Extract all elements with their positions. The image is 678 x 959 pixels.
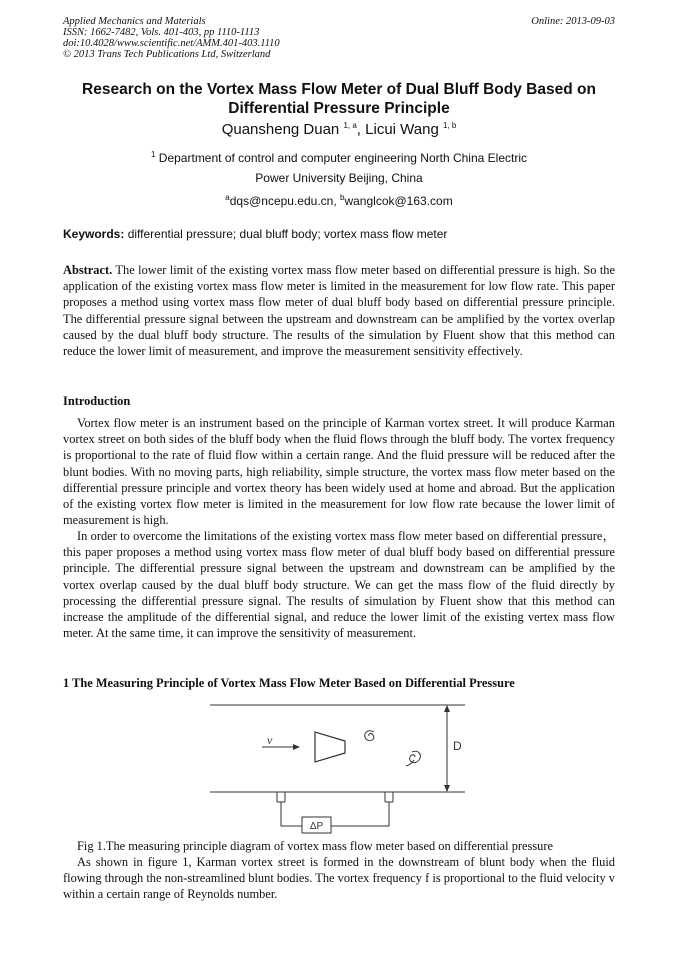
vortex-1 [365, 731, 374, 741]
affiliation-line-1 [40, 150, 638, 165]
dp-label: ΔP [309, 821, 324, 832]
figure-1-caption: Fig 1.The measuring principle diagram of vortex mass flow meter based on differential pressure [77, 839, 553, 853]
intro-heading: Introduction [63, 394, 131, 408]
figure-1-diagram [200, 697, 490, 837]
copyright: © 2013 Trans Tech Publications Ltd, Switzerland [63, 49, 271, 60]
affiliation-text: Department of control and computer engineering North China Electric [158, 151, 527, 165]
abstract-label: Abstract. [63, 263, 113, 277]
doi: doi:10.4028/www.scientific.net/AMM.401-403.1110 [63, 38, 280, 49]
section-1-heading: 1 The Measuring Principle of Vortex Mass Flow Meter Based on Differential Pressure [63, 676, 515, 690]
affiliation-line-2: Power University Beijing, China [255, 171, 423, 185]
keywords-text: differential pressure; dual bluff body; vortex mass flow meter [124, 227, 448, 241]
upstream-pressure-line [281, 802, 302, 826]
online-date: Online: 2013-09-03 [531, 16, 615, 27]
author-1: Quansheng Duan [221, 121, 340, 138]
abstract [63, 262, 615, 359]
author-2: Licui Wang [365, 121, 439, 138]
velocity-label: v [267, 733, 273, 747]
author-2-sup: 1, b [442, 121, 457, 130]
email-b-sup: b [340, 193, 345, 202]
keywords [63, 227, 623, 241]
affiliation-number: 1 [151, 150, 156, 159]
emails [40, 193, 638, 208]
author-separator: , [356, 121, 366, 138]
issn: ISSN: 1662-7482, Vols. 401-403, pp 1110-1113 [63, 27, 260, 38]
diameter-arrow-bottom [444, 785, 450, 792]
bluff-body [315, 732, 345, 762]
author-1-sup: 1, a [343, 121, 357, 130]
diameter-arrow-top [444, 705, 450, 712]
page-header [63, 16, 615, 60]
flow-arrow-head [293, 744, 300, 750]
title-line-1: Research on the Vortex Mass Flow Meter of Dual Bluff Body Based on [82, 81, 596, 98]
downstream-pressure-line [331, 802, 389, 826]
after-figure-paragraph: As shown in figure 1, Karman vortex street is formed in the downstream of blunt body when the fluid flowing through the non-streamlined blunt bodies. The vortex frequency f is proportional to the fluid velocity v within a certain range of Reynolds number. [63, 855, 615, 902]
vortex-2 [410, 751, 421, 762]
keywords-label: Keywords: [63, 227, 125, 241]
intro-paragraph-2: In order to overcome the limitations of the existing vortex mass flow meter based on differential pressure，this paper proposes a method using vortex mass flow meter of dual bluff body based on differential pressure principle. The differential pressure signal between the upstream and downstream can be amplified by the vortex overlap caused by the dual bluff body structure. We can get the mass flow of the fluid directly by processing the differential pressure signal. The results of simulation by Fluent show that this method can increase the amplitude of the differential signal, and reduce the lower limit of the existing vertex mass flow meter. At the same time, it can improve the sensitivity of measurement. [63, 529, 615, 641]
journal-name: Applied Mechanics and Materials [63, 16, 206, 27]
diameter-label: D [453, 739, 462, 753]
intro-paragraph-1: Vortex flow meter is an instrument based on the principle of Karman vortex street. It will produce Karman vortex street on both sides of the bluff body when the fluid flows through the bluff body. The vortex frequency is proportional to the rate of fluid flow within a certain range. And the fluid pressure will be reduced after the blunt bodies. With no moving parts, high reliability, simple structure, the vortex mass flow meter based on the differential pressure principle and vortex theory has been widely used at home and abroad. But the application of the existing vortex flow meter is limited in the measurement for low flow rate because the lower limit of measurement is high. [63, 416, 615, 528]
email-a-sup: a [225, 193, 230, 202]
email-1: dqs@ncepu.edu.cn, [229, 194, 341, 208]
email-2: wanglcok@163.com [344, 194, 453, 208]
authors [40, 121, 638, 138]
title-line-2: Differential Pressure Principle [228, 100, 450, 117]
abstract-text: The lower limit of the existing vortex mass flow meter based on differential pressure is high. So the application of the existing vortex mass flow meter is limited in the measurement for low flow rate. This paper proposes a method using vortex mass flow meter of dual bluff body based on differential pressure principle. The differential pressure signal between the upstream and downstream can be amplified by the vortex overlap caused by the dual bluff body structure. The results of the simulation by Fluent show that this method can reduce the lower limit of measurement, and improve the measurement sensitivity effectively. [63, 263, 615, 359]
paper-title [40, 80, 638, 118]
